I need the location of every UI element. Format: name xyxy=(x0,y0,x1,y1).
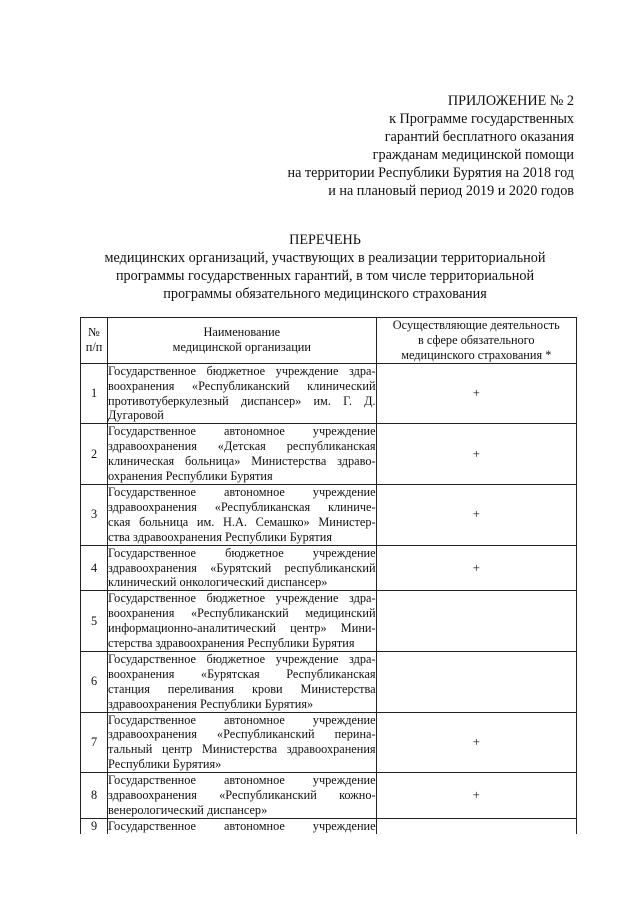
oms-participation-mark: + xyxy=(376,545,576,591)
appendix-line: на территории Республики Бурятия на 2018 год xyxy=(287,165,574,181)
oms-participation-mark xyxy=(376,591,576,652)
organization-name-line: здравоохранения «Республиканский кожно- xyxy=(108,788,376,803)
organization-name-line: Государственное бюджетное учреждение xyxy=(108,545,376,560)
organization-name-line: здравоохранения «Бурятский республиканский xyxy=(108,560,376,575)
row-number: 3 xyxy=(81,484,108,545)
oms-participation-mark: + xyxy=(376,424,576,485)
row-number: 2 xyxy=(81,424,108,485)
row-number: 8 xyxy=(81,773,108,819)
oms-participation-mark: + xyxy=(376,484,576,545)
organization-name-line: здравоохранения «Детская республиканская xyxy=(108,439,376,454)
document-title xyxy=(60,231,590,303)
table-row xyxy=(81,424,577,485)
appendix-line: гражданам медицинской помощи xyxy=(372,147,574,163)
organization-name xyxy=(108,773,377,819)
header-number: № п/п xyxy=(81,318,108,364)
organization-name-line: клиническая больница» Министерства здраво- xyxy=(108,454,376,469)
organization-name xyxy=(108,591,377,652)
organization-name-line: клинический онкологический диспансер» xyxy=(108,575,328,590)
organization-name-line: противотуберкулезный диспансер» им. Г. Д. xyxy=(108,393,376,408)
title-line: медицинских организаций, участвующих в реализации территориальной xyxy=(104,250,546,266)
organization-name-line: здравоохранения «Республиканская клиниче- xyxy=(108,499,376,514)
table-row xyxy=(81,818,577,833)
oms-participation-mark xyxy=(376,818,576,833)
organization-name-line: венерологический диспансер» xyxy=(108,803,268,817)
title-heading: ПЕРЕЧЕНЬ xyxy=(289,232,361,248)
table-row xyxy=(81,591,577,652)
organization-name-line: охранения Республики Бурятия xyxy=(108,469,273,484)
row-number: 5 xyxy=(81,591,108,652)
row-number: 1 xyxy=(81,363,108,424)
organization-name-line: воохранения «Бурятская Республиканская xyxy=(108,666,376,681)
organization-name-line: воохранения «Республиканский клинический xyxy=(108,378,376,393)
oms-participation-mark: + xyxy=(376,773,576,819)
table-row xyxy=(81,712,577,773)
organization-name-line: Республики Бурятия» xyxy=(108,757,222,772)
table-body xyxy=(81,363,577,834)
organization-name-line: ства здравоохранения Республики Бурятия xyxy=(108,529,333,544)
organization-name-line: здравоохранения Республики Бурятия» xyxy=(108,696,314,711)
organization-name xyxy=(108,545,377,591)
appendix-line: и на плановый период 2019 и 2020 годов xyxy=(328,183,574,199)
organization-name-line: ская больница им. Н.А. Семашко» Министер- xyxy=(108,514,376,529)
table-row xyxy=(81,651,577,712)
title-line: программы обязательного медицинского страхования xyxy=(163,286,487,302)
row-number: 7 xyxy=(81,712,108,773)
organization-name-line: Государственное автономное учреждение xyxy=(108,484,376,499)
oms-participation-mark xyxy=(376,651,576,712)
header-oms-activity: Осуществляющие деятельность в сфере обязательного медицинского страхования * xyxy=(376,318,576,364)
organizations-table xyxy=(80,317,577,834)
row-number: 9 xyxy=(81,818,108,833)
organization-name-line: Государственное бюджетное учреждение здра- xyxy=(108,363,376,378)
table-row xyxy=(81,484,577,545)
organization-name xyxy=(108,424,377,485)
table-row xyxy=(81,363,577,424)
organization-name-line: информационно-аналитический центр» Мини- xyxy=(108,621,376,636)
header-organization-name: Наименование медицинской организации xyxy=(108,318,377,364)
organization-name xyxy=(108,712,377,773)
organization-name-line: Государственное бюджетное учреждение здра- xyxy=(108,651,376,666)
organization-name-line: воохранения «Республиканский медицинский xyxy=(108,606,376,621)
appendix-title: ПРИЛОЖЕНИЕ № 2 xyxy=(447,93,574,109)
organization-name-line: стерства здравоохранения Республики Бурятия xyxy=(108,636,355,651)
organization-name-line: Государственное автономное учреждение xyxy=(108,712,376,727)
table-row xyxy=(81,545,577,591)
table-header-row xyxy=(81,318,577,364)
appendix-line: к Программе государственных xyxy=(389,111,574,127)
row-number: 6 xyxy=(81,651,108,712)
organization-name-line: здравоохранения «Республиканский перина- xyxy=(108,727,376,742)
organization-name-line: тальный центр Министерства здравоохранения xyxy=(108,742,376,757)
organization-name-line: Дугаровой xyxy=(108,408,164,423)
organization-name-line: Государственное автономное учреждение xyxy=(108,773,376,788)
row-number: 4 xyxy=(81,545,108,591)
organization-name-line: Государственное автономное учреждение xyxy=(108,818,376,833)
organization-name-line: Государственное автономное учреждение xyxy=(108,424,376,439)
title-line: программы государственных гарантий, в том числе территориальной xyxy=(115,268,535,284)
appendix-line: гарантий бесплатного оказания xyxy=(384,129,574,145)
organization-name xyxy=(108,363,377,424)
organization-name-line: станция переливания крови Министерства xyxy=(108,681,376,696)
organization-name xyxy=(108,484,377,545)
oms-participation-mark: + xyxy=(376,712,576,773)
oms-participation-mark: + xyxy=(376,363,576,424)
appendix-heading xyxy=(194,92,574,200)
organization-name-line: Государственное бюджетное учреждение здра- xyxy=(108,591,376,606)
table-row xyxy=(81,773,577,819)
organization-name xyxy=(108,651,377,712)
organization-name xyxy=(108,818,377,833)
